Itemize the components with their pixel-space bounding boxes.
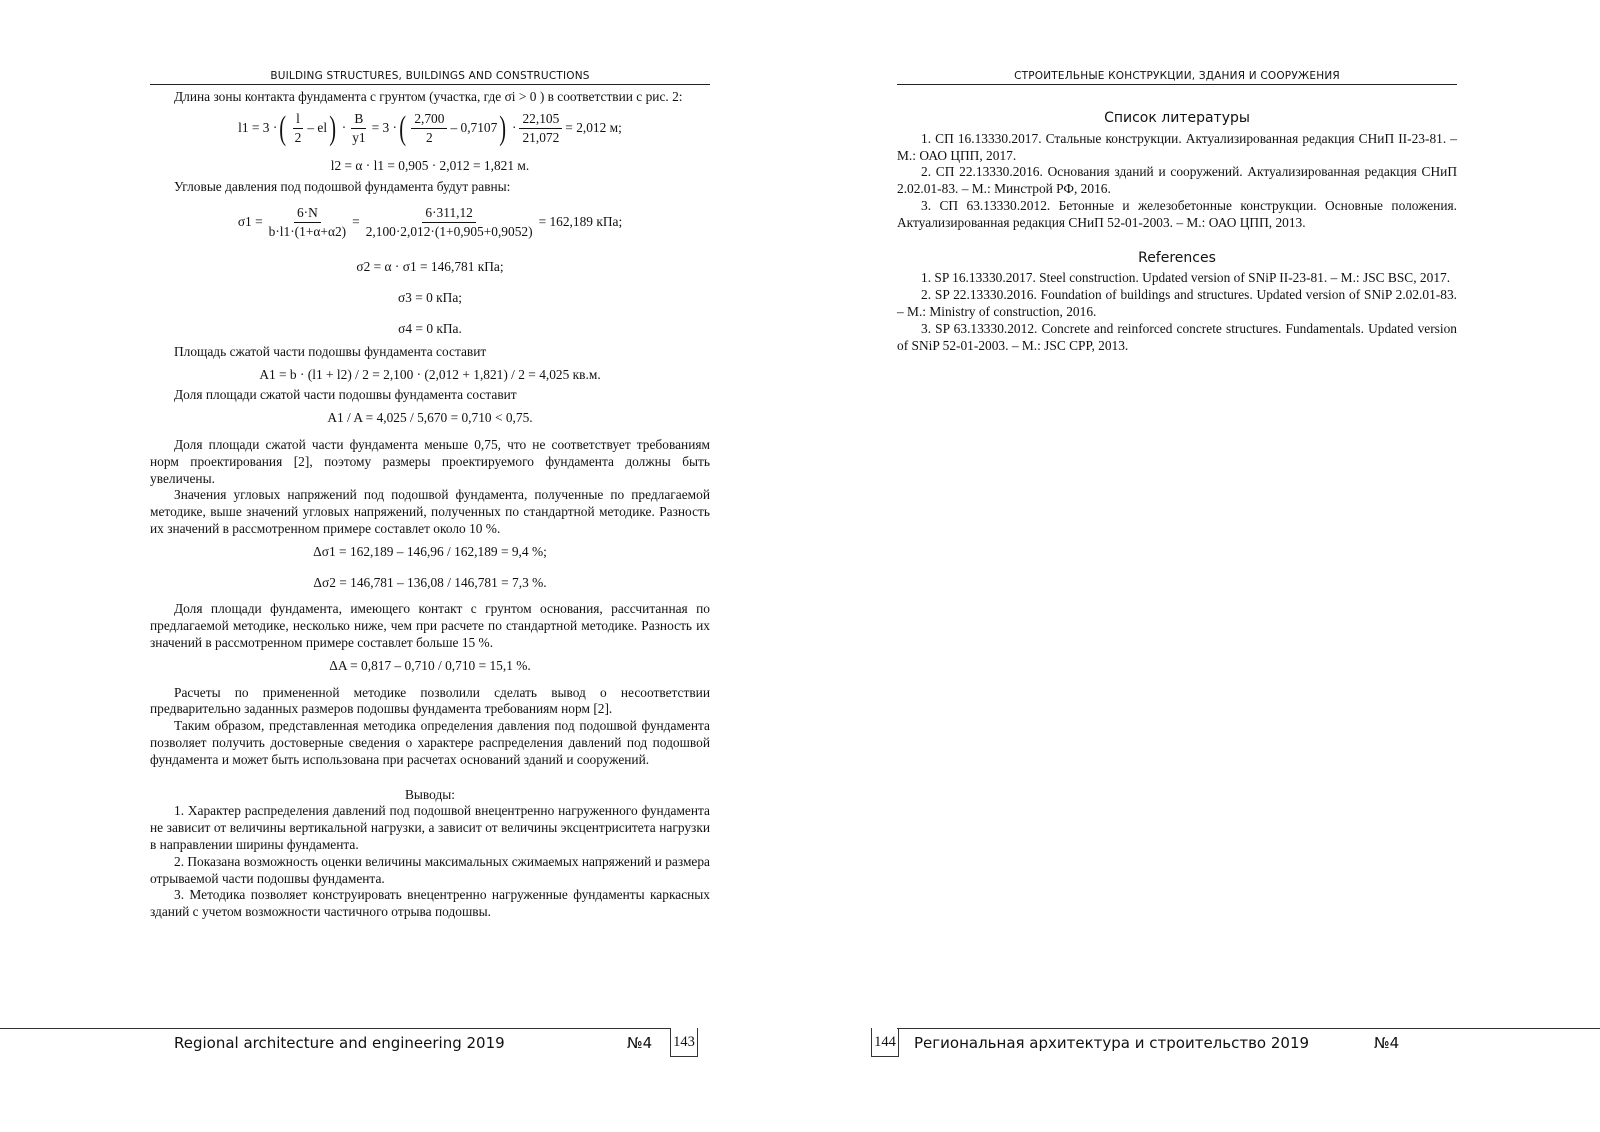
footer-rule (0, 1028, 670, 1029)
intro-paragraph: Длина зоны контакта фундамента с грунтом (участка, где σi > 0 ) в соответствии с рис. 2: (174, 89, 683, 104)
frac-den: 21,072 (522, 130, 560, 146)
share-text: Доля площади сжатой части подошвы фундамента составит (174, 387, 517, 403)
frac-num: 2,700 (411, 110, 447, 129)
paragraph-1: Доля площади сжатой части фундамента меньше 0,75, что не соответствует требованиям норм проектирования [2], поэтому размеры проектируемого фундамента должны быть увеличены. (150, 436, 710, 486)
frac-num: B (351, 110, 366, 129)
references-title-en: References (1138, 249, 1216, 266)
footer-issue: №4 (627, 1034, 653, 1052)
paren-open: ( (399, 109, 407, 147)
corner-pressure-text: Угловые давления под подошвой фундамента будут равны: (174, 178, 511, 194)
equation-sigma2: σ2 = α · σ1 = 146,781 кПа; (356, 259, 504, 275)
footer-issue: №4 (1374, 1034, 1400, 1052)
frac-num: 6·311,12 (422, 204, 475, 223)
conclusion-item: 1. Характер распределения давлений под подошвой внецентренно нагруженного фундамента не зависит от величины вертикальной нагрузки, а зависит от величины эксцентриситета нагрузки в направлении ширины фундамента. (150, 803, 710, 852)
frac-22105-over-21072 (519, 110, 562, 147)
equation-l1: l1 = 3 · ( $\frac{l}{2}$ – el ) · $\frac{B}{y1}$ = 3 · ( $\frac{2,700}{2}$ – 0,7107 ) · $\frac{22,105}{21,072}$ = 2,012 м; (238, 109, 622, 147)
footer-journal: Региональная архитектура и строительство 2019 (914, 1034, 1310, 1052)
running-header: BUILDING STRUCTURES, BUILDINGS AND CONSTRUCTIONS (150, 70, 710, 85)
equation-delta-sigma1: Δσ1 = 162,189 – 146,96 / 162,189 = 9,4 %; (313, 543, 547, 559)
frac-num: l (293, 110, 303, 129)
frac-den: y1 (352, 130, 366, 146)
eq-l1-result: = 2,012 м; (565, 120, 622, 136)
equation-a1: A1 = b · (l1 + l2) / 2 = 2,100 · (2,012 + 1,821) / 2 = 4,025 кв.м. (259, 366, 601, 382)
right-page (800, 0, 1600, 1132)
equation-l2: l2 = α · l1 = 0,905 · 2,012 = 1,821 м. (330, 157, 530, 173)
eq-l1-eq3: = 3 · (371, 120, 397, 136)
frac-6n (266, 204, 349, 241)
frac-num: 22,105 (519, 110, 562, 129)
paren-open: ( (279, 109, 287, 147)
reference-item: 1. СП 16.13330.2017. Стальные конструкции. Актуализированная редакция СНиП II-23-81. – М.: ОАО ЦПП, 2017. (897, 130, 1457, 163)
reference-item: 1. SP 16.13330.2017. Steel construction. Updated version of SNiP II-23-81. – M.: JSC BSC, 2017. (921, 270, 1451, 286)
equation-share: A1 / A = 4,025 / 5,670 = 0,710 < 0,75. (327, 410, 533, 426)
frac-den: 2 (294, 130, 302, 146)
frac-num: 6·N (294, 204, 321, 223)
equation-delta-sigma2: Δσ2 = 146,781 – 136,08 / 146,781 = 7,3 %. (313, 574, 547, 590)
eq-l1-lhs: l1 = 3 · (238, 120, 278, 136)
left-column (150, 89, 710, 921)
reference-item: 2. SP 22.13330.2016. Foundation of buildings and structures. Updated version of SNiP 2.02.01-83. – M.: Ministry of construction, 2016. (897, 287, 1457, 319)
footer-journal: Regional architecture and engineering 2019 (174, 1034, 505, 1052)
reference-item: 3. SP 63.13330.2012. Concrete and reinforced concrete structures. Fundamentals. Updated version of SNiP 52-01-2003. – M.: JSC CPP, 2013. (897, 320, 1457, 353)
equation-delta-a: ΔA = 0,817 – 0,710 / 0,710 = 15,1 %. (329, 657, 531, 673)
running-header: СТРОИТЕЛЬНЫЕ КОНСТРУКЦИИ, ЗДАНИЯ И СООРУЖЕНИЯ (897, 70, 1457, 85)
frac-b-over-y1 (349, 110, 368, 147)
eq-l1-minus-val: – 0,7107 (450, 120, 498, 136)
page-number: 143 (670, 1028, 698, 1057)
frac-den: b·l1·(1+α+α2) (268, 223, 347, 239)
conclusions-title: Выводы: (405, 786, 455, 802)
frac-2700-over-2 (411, 110, 447, 147)
references-title-ru: Список литературы (1104, 110, 1250, 126)
right-column (897, 110, 1457, 354)
frac-6-311 (363, 204, 536, 241)
eq-s1-result: = 162,189 кПа; (538, 213, 623, 229)
equation-sigma3: σ3 = 0 кПа; (397, 290, 463, 306)
equation-sigma4: σ4 = 0 кПа. (398, 320, 462, 336)
paren-close: ) (499, 109, 507, 147)
frac-l-over-2 (292, 110, 305, 147)
frac-den: 2 (426, 130, 433, 146)
reference-item: 3. СП 63.13330.2012. Бетонные и железобетонные конструкции. Основные положения. Актуализированная редакция СНиП 52-01-2003. – М.: ОАО ЦПП, 2013. (897, 197, 1457, 230)
frac-den: 2,100·2,012·(1+0,905+0,9052) (365, 223, 533, 239)
paren-close: ) (329, 109, 337, 147)
area-text: Площадь сжатой части подошвы фундамента составит (174, 343, 487, 359)
paragraph-4: Расчеты по примененной методике позволили сделать вывод о несоответствии предварительно заданных размеров подошвы фундамента требованиям норм [2]. (150, 684, 710, 717)
equation-sigma1: σ1 = $\frac{6\cdot N}{b\cdot l1\cdot(1+\alpha+\alpha 2)}$ = $\frac{6\cdot 311,12}{2,100\cdot 2,012\cdot(1+0,905+0,9052)}$ = 162,189 кПа; (237, 204, 623, 239)
conclusion-item: 2. Показана возможность оценки величины максимальных сжимаемых напряжений и размера отрываемой части подошвы фундамента. (150, 853, 711, 886)
reference-item: 2. СП 22.13330.2016. Основания зданий и сооружений. Актуализированная редакция СНиП 2.02.01-83. – М.: Минстрой РФ, 2016. (897, 164, 1457, 197)
paragraph-2: Значения угловых напряжений под подошвой фундамента, полученные по предлагаемой методике, выше значений угловых напряжений, полученных по стандартной методике. Разность их значений в рассмотренном примере составлет около 10 %. (150, 487, 710, 536)
conclusion-item: 3. Методика позволяет конструировать внецентренно нагруженные фундаменты каркасных зданий с учетом возможности частичного отрыва подошвы. (150, 887, 710, 920)
paragraph-3: Доля площади фундамента, имеющего контакт с грунтом основания, рассчитанная по предлагаемой методике, несколько ниже, чем при расчете по стандартной методике. Разность их значений в рассмотренном примере составлет больше 15 %. (150, 601, 710, 650)
paragraph-5: Таким образом, представленная методика определения давления под подошвой фундамента позволяет получить достоверные сведения о характере распределения давлений под подошвой фундамента и может быть использована при расчетах оснований зданий и сооружений. (150, 718, 710, 767)
eq-s1-lhs: σ1 = (237, 213, 263, 229)
eq-l1-minus-el: – el (307, 120, 328, 136)
page-number: 144 (871, 1028, 899, 1057)
footer-rule (897, 1028, 1600, 1029)
